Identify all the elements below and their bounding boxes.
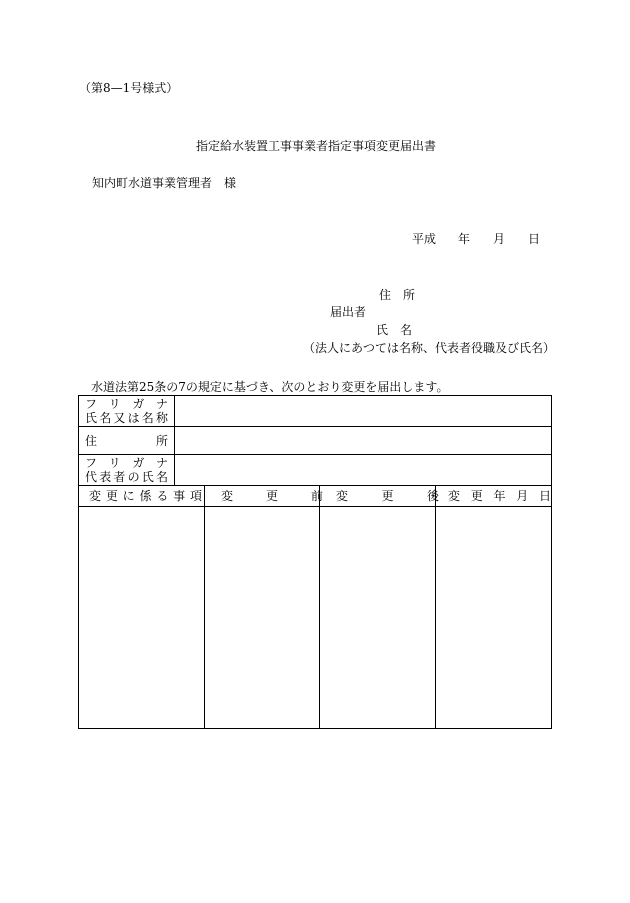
date-month: 月 (493, 232, 506, 246)
header-change-date: 変 更 年 月 日 (436, 486, 552, 507)
change-header-row (79, 486, 552, 507)
name-field[interactable] (175, 396, 552, 427)
representative-label (79, 455, 175, 486)
before-cell[interactable] (205, 507, 320, 729)
header-changed-item: 変 更 に 係 る 事 項 (79, 486, 205, 507)
header-before: 変 更 前 (205, 486, 320, 507)
change-form-table (78, 395, 552, 729)
representative-field[interactable] (175, 455, 552, 486)
date-year: 年 (458, 232, 471, 246)
name-label: 氏 名 (376, 323, 413, 337)
representative-row (79, 455, 552, 486)
address-label: 住 所 (379, 288, 416, 302)
address-row-label: 住 所 (79, 427, 175, 455)
address-field[interactable] (175, 427, 552, 455)
date-day: 日 (528, 232, 541, 246)
corporation-note: （法人にあつては名称、代表者役職及び氏名） (303, 341, 556, 355)
address-row (79, 427, 552, 455)
changed-item-cell[interactable] (79, 507, 205, 729)
furigana-name-label (79, 396, 175, 427)
notifier-label: 届出者 (330, 305, 367, 319)
representative-name-label: 代 表 者 の 氏 名 (85, 470, 168, 484)
after-cell[interactable] (320, 507, 436, 729)
header-after: 変 更 後 (320, 486, 436, 507)
name-or-title-label: 氏 名 又 は 名 称 (85, 411, 168, 425)
furigana-label-2: フ リ ガ ナ (85, 456, 168, 470)
form-number: （第8—1号様式） (79, 81, 179, 95)
addressee: 知内町水道事業管理者 様 (92, 176, 237, 190)
furigana-label-1: フ リ ガ ナ (85, 397, 168, 411)
change-date-cell[interactable] (436, 507, 552, 729)
date-era: 平成 (412, 232, 437, 246)
change-body-row (79, 507, 552, 729)
statement: 水道法第25条の7の規定に基づき、次のとおり変更を届出します。 (91, 380, 449, 394)
document-title: 指定給水装置工事事業者指定事項変更届出書 (196, 139, 437, 153)
furigana-name-row (79, 396, 552, 427)
